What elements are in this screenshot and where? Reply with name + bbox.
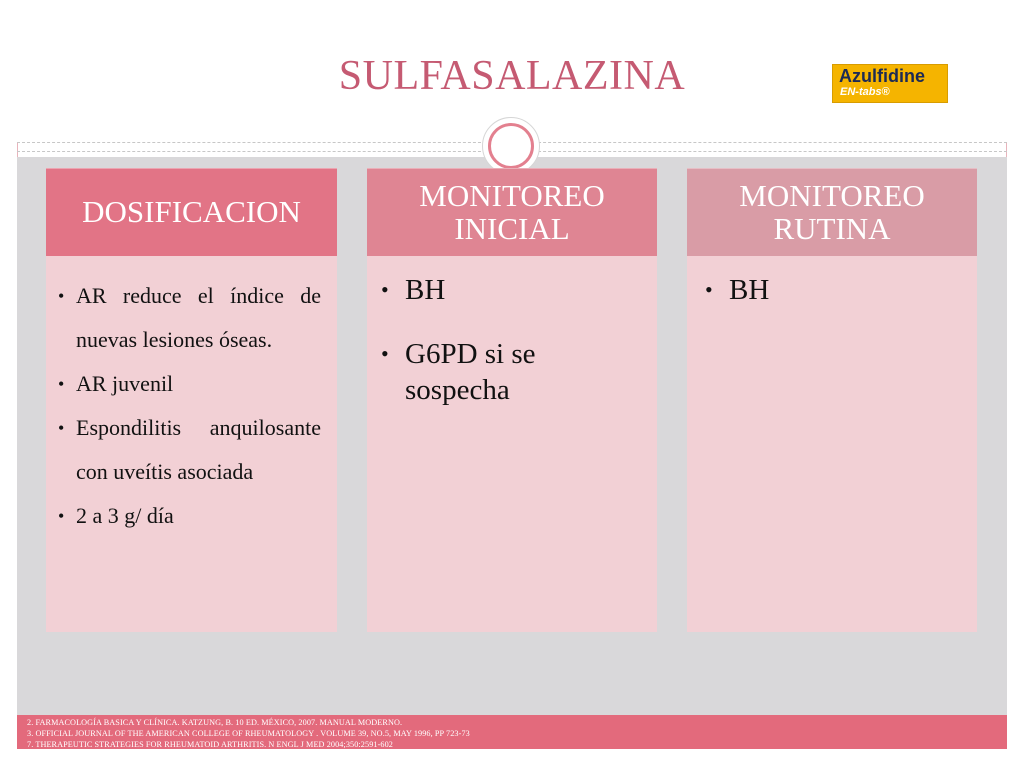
list-item-text: 2 a 3 g/ día — [76, 503, 174, 528]
bullet-icon: • — [58, 506, 65, 526]
slide-title: SULFASALAZINA — [338, 53, 686, 99]
column-body-monitoreo-rutina — [687, 256, 977, 632]
list-item — [58, 362, 321, 406]
column-body-dosificacion — [46, 256, 337, 632]
bullet-icon: • — [58, 286, 65, 306]
column-header-monitoreo-rutina — [687, 168, 977, 256]
decorative-ring — [488, 123, 534, 169]
column-header-label: MONITOREO RUTINA — [739, 177, 925, 246]
reference-item: 3. OFFICIAL JOURNAL OF THE AMERICAN COLLEGE OF RHEUMATOLOGY . VOLUME 39, NO.5, MAY 1996, PP 723-73 — [27, 729, 470, 738]
list-item — [58, 406, 321, 494]
column-header-label: MONITOREO INICIAL — [419, 177, 605, 246]
list-item — [379, 336, 605, 408]
list-item-text: BH — [405, 274, 446, 306]
azulfidine-logo — [832, 64, 948, 103]
column-header-dosificacion — [46, 168, 337, 256]
list-item-text: BH — [729, 274, 770, 306]
references-footer — [17, 715, 1007, 749]
reference-item: 2. FARMACOLOGÍA BASICA Y CLÍNICA. KATZUNG, B. 10 ED. MÉXICO, 2007. MANUAL MODERNO. — [27, 718, 403, 727]
list-item-text: AR juvenil — [76, 371, 174, 396]
list-item — [703, 272, 967, 308]
bullet-icon: • — [381, 277, 389, 302]
logo-subtext: EN-tabs® — [840, 86, 890, 98]
list-item-text: G6PD si se sospecha — [405, 338, 536, 406]
logo-name: Azulfidine — [839, 66, 925, 86]
column-body-monitoreo-inicial — [367, 256, 657, 632]
bullet-icon: • — [381, 341, 389, 366]
bullet-icon: • — [705, 277, 713, 302]
list-item-text: Espondilitis anquilosante con uveítis asociada — [76, 415, 321, 484]
list-item-text: AR reduce el índice de nuevas lesiones óseas. — [76, 283, 321, 352]
column-header-monitoreo-inicial — [367, 168, 657, 256]
list-item — [58, 274, 321, 362]
list-item — [379, 272, 647, 308]
reference-item: 7. THERAPEUTIC STRATEGIES FOR RHEUMATOID ARTHRITIS. N ENGL J MED 2004;350:2591-602 — [27, 740, 393, 749]
bullet-icon: • — [58, 374, 65, 394]
list-item — [58, 494, 321, 538]
column-header-label: DOSIFICACION — [82, 194, 301, 230]
bullet-icon: • — [58, 418, 65, 438]
